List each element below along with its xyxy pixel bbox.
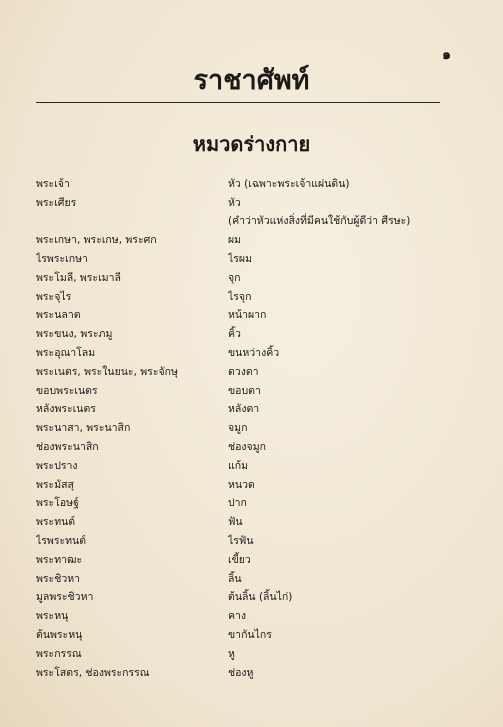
term-meaning: ฟัน [228, 516, 243, 529]
vocabulary-row [36, 287, 456, 306]
vocabulary-row [36, 531, 456, 550]
royal-term: ช่องพระนาสิก [36, 441, 99, 454]
royal-term: พระกรรณ [36, 647, 82, 660]
vocabulary-row [36, 343, 456, 362]
royal-term: หลังพระเนตร [36, 403, 96, 416]
vocabulary-row [36, 230, 456, 249]
term-meaning: คิ้ว [228, 328, 241, 341]
royal-term: พระโมลี, พระเมาลี [36, 271, 121, 284]
vocabulary-row [36, 306, 456, 325]
term-meaning: ไรจุก [228, 290, 252, 303]
vocabulary-row [36, 174, 456, 193]
royal-term: พระปราง [36, 459, 78, 472]
royal-term: พระทนต์ [36, 516, 76, 529]
term-meaning: หนวด [228, 478, 255, 491]
vocabulary-row [36, 625, 456, 644]
vocabulary-row [36, 268, 456, 287]
vocabulary-row [36, 418, 456, 437]
term-meaning: เขี้ยว [228, 553, 251, 566]
royal-term: พระจุไร [36, 290, 72, 303]
vocabulary-row [36, 494, 456, 513]
vocabulary-row [36, 475, 456, 494]
royal-term: พระเนตร, พระในยนะ, พระจักษุ [36, 365, 178, 378]
vocabulary-row [36, 606, 456, 625]
vocabulary-row [36, 456, 456, 475]
vocabulary-row [36, 193, 456, 212]
royal-term: มูลพระชิวหา [36, 591, 94, 604]
term-meaning: ดวงตา [228, 365, 259, 378]
royal-term: พระนาสา, พระนาสิก [36, 422, 131, 435]
term-meaning: หัว (เฉพาะพระเจ้าแผ่นดิน) [228, 177, 350, 190]
vocabulary-row [36, 569, 456, 588]
term-meaning: ลิ้น [228, 572, 242, 585]
term-meaning: จุก [228, 271, 241, 284]
term-meaning: ช่องจมูก [228, 441, 266, 454]
term-meaning: จมูก [228, 422, 248, 435]
royal-term: พระโสตร, ช่องพระกรรณ [36, 666, 150, 679]
vocabulary-row [36, 400, 456, 419]
term-meaning: ผม [228, 234, 242, 247]
vocabulary-row [36, 249, 456, 268]
term-meaning: ขอบตา [228, 384, 261, 397]
term-meaning: หัว [228, 196, 241, 209]
royal-term: พระเกษา, พระเกษ, พระศก [36, 234, 157, 247]
royal-term: พระชิวหา [36, 572, 81, 585]
royal-term: ต้นพระหนุ [36, 629, 83, 642]
section-title: หมวดร่างกาย [192, 132, 311, 156]
vocabulary-row [36, 588, 456, 607]
term-meaning: ขนหว่างคิ้ว [228, 347, 280, 360]
royal-term: พระเศียร [36, 196, 77, 209]
royal-term: พระทาฒะ [36, 553, 83, 566]
term-meaning: ต้นลิ้น (ลิ้นไก่) [228, 591, 293, 604]
page-number: ๑ [442, 47, 451, 63]
term-meaning: ปาก [228, 497, 247, 510]
royal-term: ไรพระทนต์ [36, 535, 87, 548]
vocabulary-row [36, 512, 456, 531]
term-meaning: ไรฟัน [228, 535, 254, 548]
term-meaning: หลังตา [228, 403, 260, 416]
vocabulary-row [36, 550, 456, 569]
term-meaning: ขากันไกร [228, 629, 272, 642]
vocabulary-row [36, 212, 456, 231]
term-meaning: แก้ม [228, 459, 249, 472]
vocabulary-row [36, 381, 456, 400]
royal-term: พระหนุ [36, 610, 69, 623]
royal-term: พระนลาต [36, 309, 81, 322]
term-meaning: ช่องหู [228, 666, 254, 679]
vocabulary-row [36, 324, 456, 343]
royal-term: ขอบพระเนตร [36, 384, 98, 397]
term-meaning: หน้าผาก [228, 309, 267, 322]
vocabulary-row [36, 644, 456, 663]
royal-term: พระมัสสุ [36, 478, 74, 491]
title-divider [36, 102, 440, 103]
term-meaning: คาง [228, 610, 247, 623]
term-meaning: หู [228, 647, 235, 660]
vocabulary-list [36, 174, 456, 682]
royal-term: พระอุณาโลม [36, 347, 96, 360]
royal-term: พระขนง, พระภมู [36, 328, 113, 341]
term-meaning: ไรผม [228, 253, 252, 266]
vocabulary-row [36, 437, 456, 456]
vocabulary-row [36, 362, 456, 381]
royal-term: พระเจ้า [36, 177, 70, 190]
term-meaning: (คำว่าหัวแห่งสิ่งที่มีคนใช้กับผู้ดีว่า ศีรษะ) [228, 215, 411, 228]
royal-term: พระโอษฐ์ [36, 497, 79, 510]
royal-term: ไรพระเกษา [36, 253, 88, 266]
vocabulary-row [36, 663, 456, 682]
page-title: ราชาศัพท์ [193, 65, 310, 96]
